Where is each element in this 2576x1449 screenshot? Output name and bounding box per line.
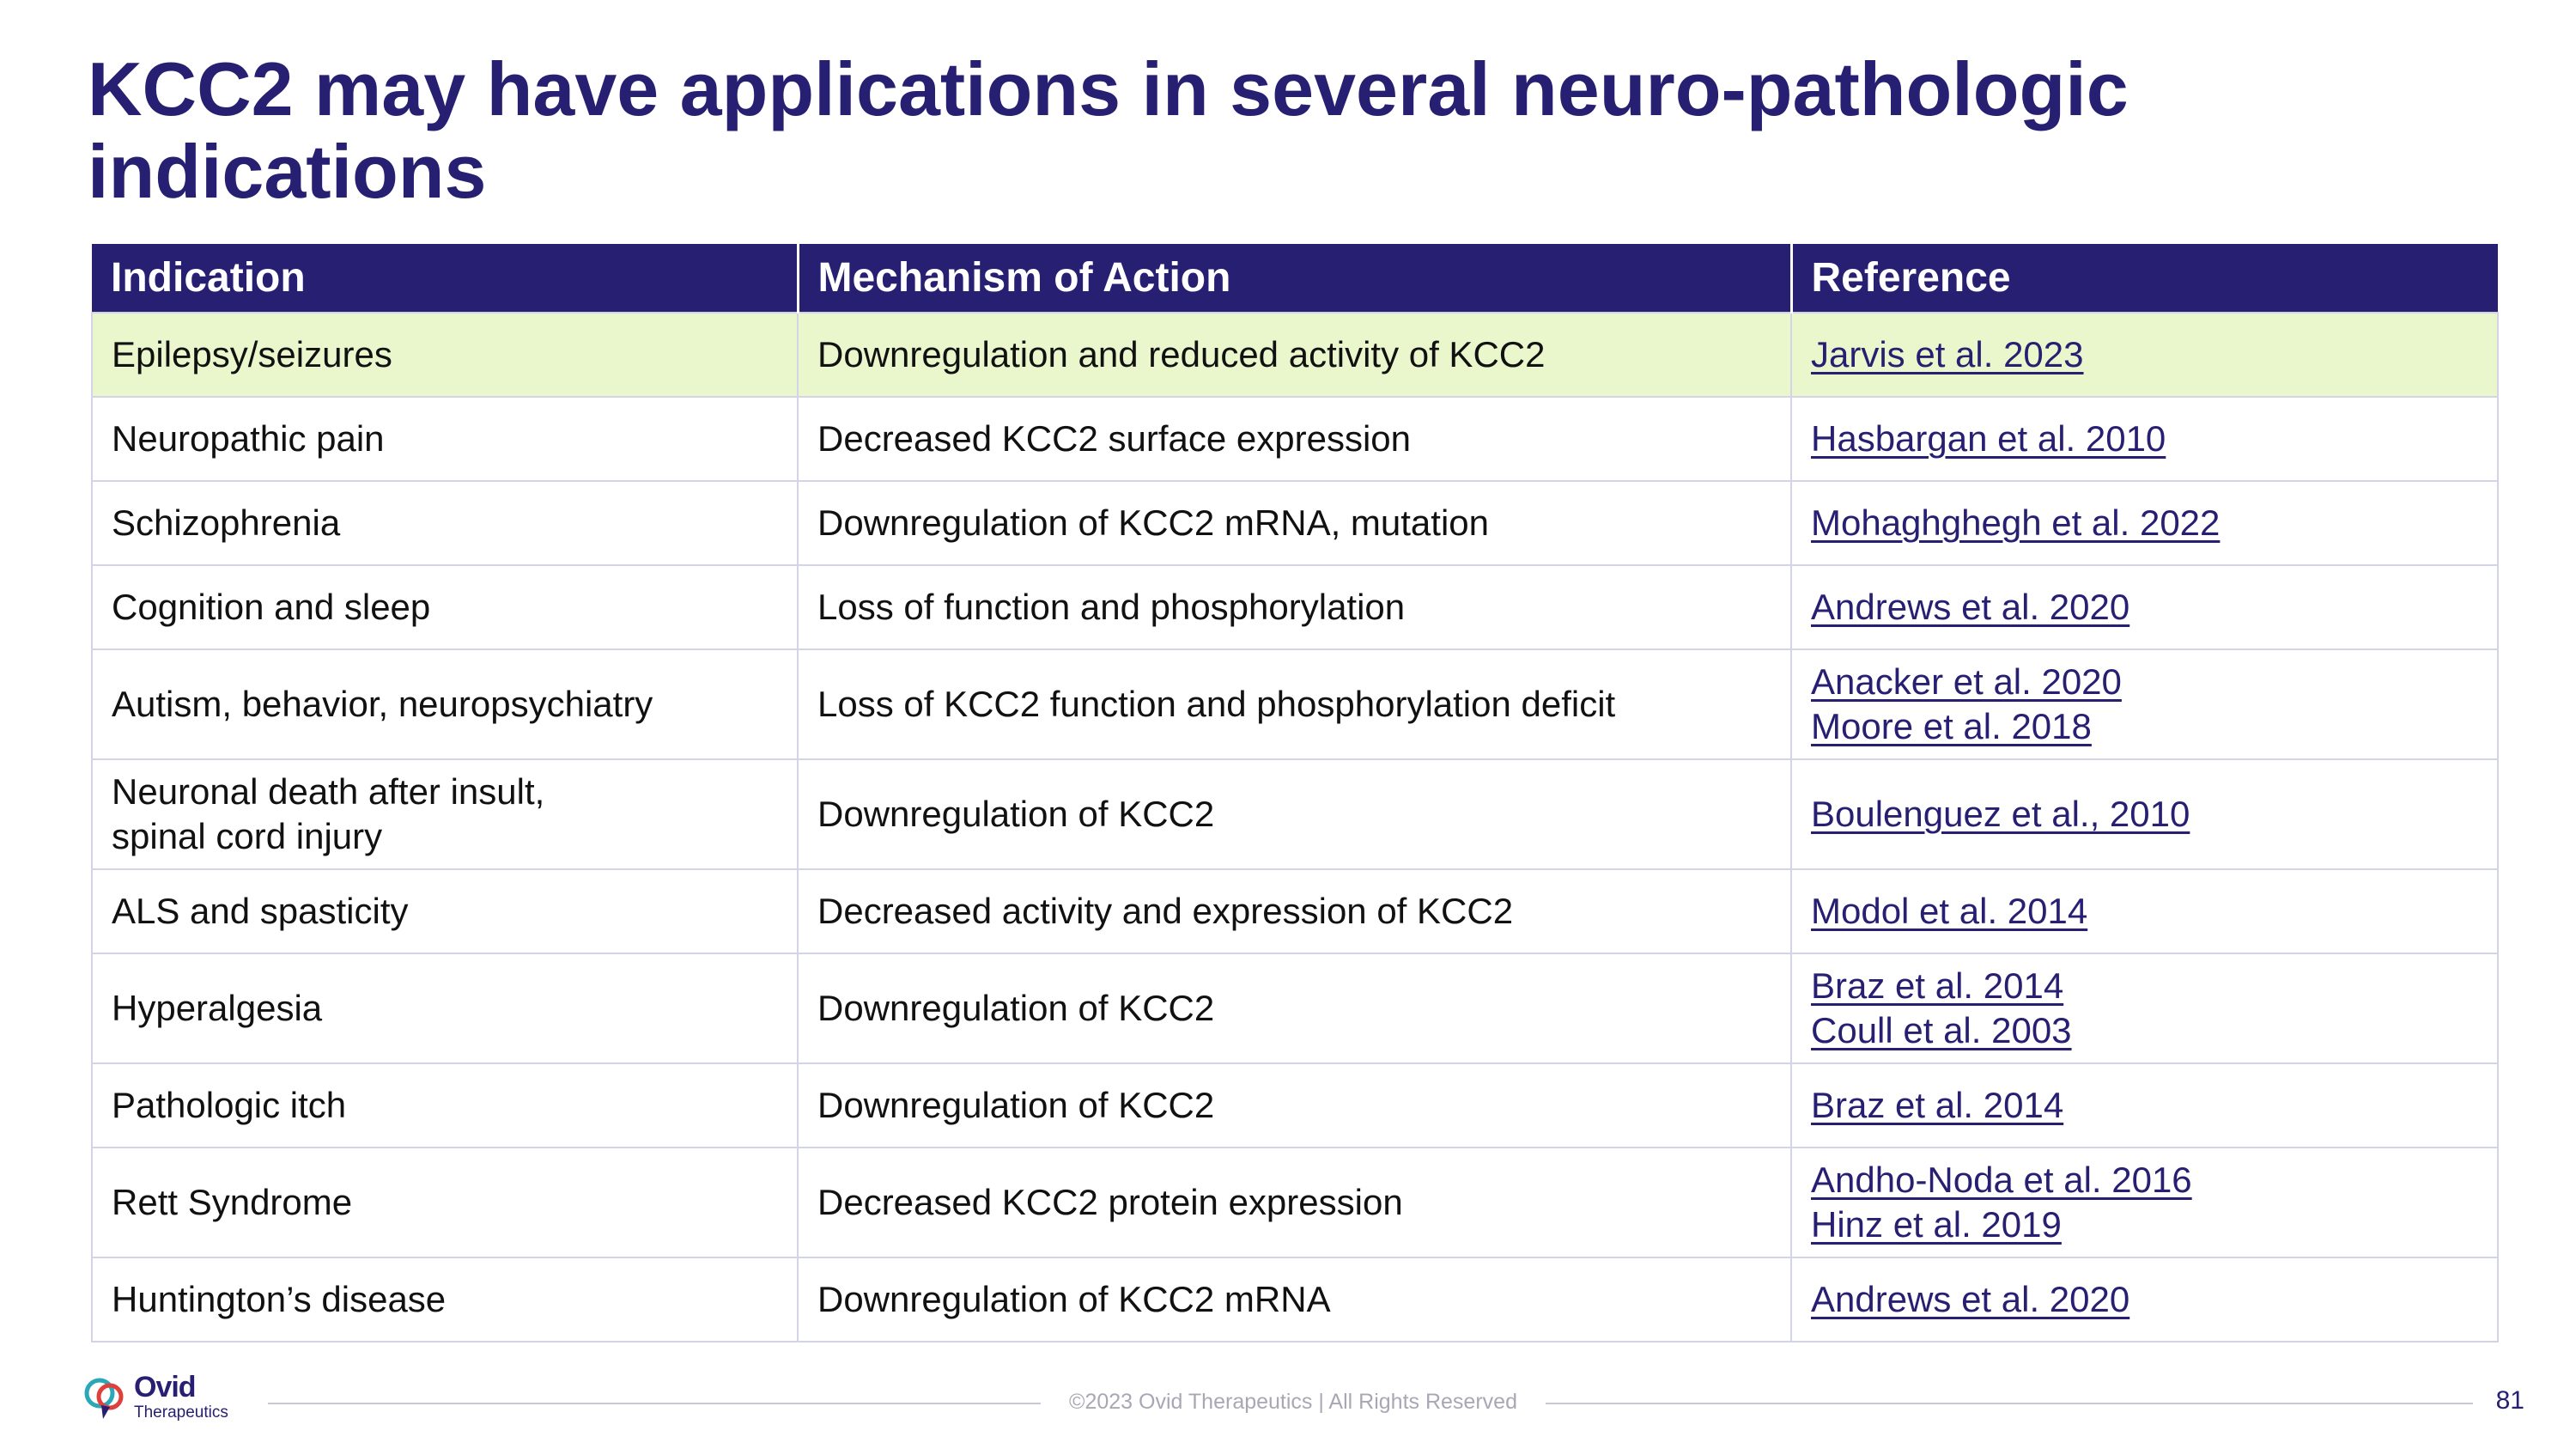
reference-cell [1791, 313, 2498, 397]
ovid-logo-icon [82, 1374, 131, 1424]
header-indication: Indication [92, 244, 798, 313]
footer [0, 1371, 2576, 1443]
mechanism-cell: Downregulation of KCC2 mRNA, mutation [798, 481, 1791, 565]
reference-link[interactable]: Moore et al. 2018 [1811, 706, 2092, 746]
reference-cell [1791, 565, 2498, 649]
table-row [92, 565, 2498, 649]
indication-cell: Huntington’s disease [92, 1257, 798, 1342]
reference-link[interactable]: Modol et al. 2014 [1811, 891, 2088, 931]
reference-link[interactable]: Andho-Noda et al. 2016 [1811, 1160, 2192, 1200]
logo-subtitle: Therapeutics [134, 1403, 228, 1422]
footer-divider [268, 1403, 1041, 1404]
reference-link[interactable]: Coull et al. 2003 [1811, 1010, 2072, 1050]
reference-link[interactable]: Anacker et al. 2020 [1811, 661, 2122, 702]
indications-table [91, 244, 2499, 1342]
indication-cell: Rett Syndrome [92, 1148, 798, 1257]
indication-cell: Epilepsy/seizures [92, 313, 798, 397]
reference-link[interactable]: Hinz et al. 2019 [1811, 1204, 2062, 1245]
table-row [92, 1063, 2498, 1148]
indication-cell: Pathologic itch [92, 1063, 798, 1148]
table-row [92, 397, 2498, 481]
mechanism-cell: Loss of KCC2 function and phosphorylation deficit [798, 649, 1791, 759]
table-row [92, 1257, 2498, 1342]
indication-cell: Cognition and sleep [92, 565, 798, 649]
copyright-text: ©2023 Ovid Therapeutics | All Rights Reserved [1069, 1390, 1517, 1414]
reference-link[interactable]: Andrews et al. 2020 [1811, 587, 2130, 627]
header-mechanism: Mechanism of Action [798, 244, 1791, 313]
reference-cell [1791, 869, 2498, 953]
table-row [92, 953, 2498, 1063]
mechanism-cell: Downregulation of KCC2 [798, 759, 1791, 869]
reference-link[interactable]: Mohaghghegh et al. 2022 [1811, 502, 2221, 543]
indication-cell: Hyperalgesia [92, 953, 798, 1063]
table-row [92, 869, 2498, 953]
reference-cell [1791, 649, 2498, 759]
indication-cell: Neuropathic pain [92, 397, 798, 481]
mechanism-cell: Downregulation of KCC2 [798, 953, 1791, 1063]
reference-cell [1791, 397, 2498, 481]
table-row [92, 481, 2498, 565]
page-title: KCC2 may have applications in several neuro-pathologic indications [88, 46, 2129, 214]
indication-line: spinal cord injury [112, 816, 383, 856]
indication-cell: Autism, behavior, neuropsychiatry [92, 649, 798, 759]
table-row [92, 1148, 2498, 1257]
mechanism-cell: Downregulation of KCC2 mRNA [798, 1257, 1791, 1342]
indication-cell [92, 759, 798, 869]
reference-link[interactable]: Braz et al. 2014 [1811, 965, 2064, 1006]
mechanism-cell: Loss of function and phosphorylation [798, 565, 1791, 649]
page-number: 81 [2495, 1386, 2524, 1415]
mechanism-cell: Downregulation of KCC2 [798, 1063, 1791, 1148]
reference-link[interactable]: Jarvis et al. 2023 [1811, 334, 2084, 374]
indication-cell: Schizophrenia [92, 481, 798, 565]
header-reference: Reference [1791, 244, 2498, 313]
mechanism-cell: Downregulation and reduced activity of KCC2 [798, 313, 1791, 397]
reference-cell [1791, 1257, 2498, 1342]
reference-link[interactable]: Braz et al. 2014 [1811, 1085, 2064, 1125]
reference-link[interactable]: Boulenguez et al., 2010 [1811, 794, 2190, 834]
table-row [92, 649, 2498, 759]
indication-cell: ALS and spasticity [92, 869, 798, 953]
mechanism-cell: Decreased KCC2 protein expression [798, 1148, 1791, 1257]
company-logo [82, 1371, 228, 1426]
reference-cell [1791, 481, 2498, 565]
reference-link[interactable]: Hasbargan et al. 2010 [1811, 418, 2166, 459]
reference-cell [1791, 1063, 2498, 1148]
mechanism-cell: Decreased activity and expression of KCC2 [798, 869, 1791, 953]
table-header-row [92, 244, 2498, 313]
table-row [92, 759, 2498, 869]
indication-line: Neuronal death after insult, [112, 771, 545, 812]
reference-cell [1791, 953, 2498, 1063]
reference-link[interactable]: Andrews et al. 2020 [1811, 1279, 2130, 1319]
reference-cell [1791, 759, 2498, 869]
footer-divider [1546, 1403, 2473, 1404]
reference-cell [1791, 1148, 2498, 1257]
logo-name: Ovid [134, 1371, 196, 1403]
table-row [92, 313, 2498, 397]
mechanism-cell: Decreased KCC2 surface expression [798, 397, 1791, 481]
